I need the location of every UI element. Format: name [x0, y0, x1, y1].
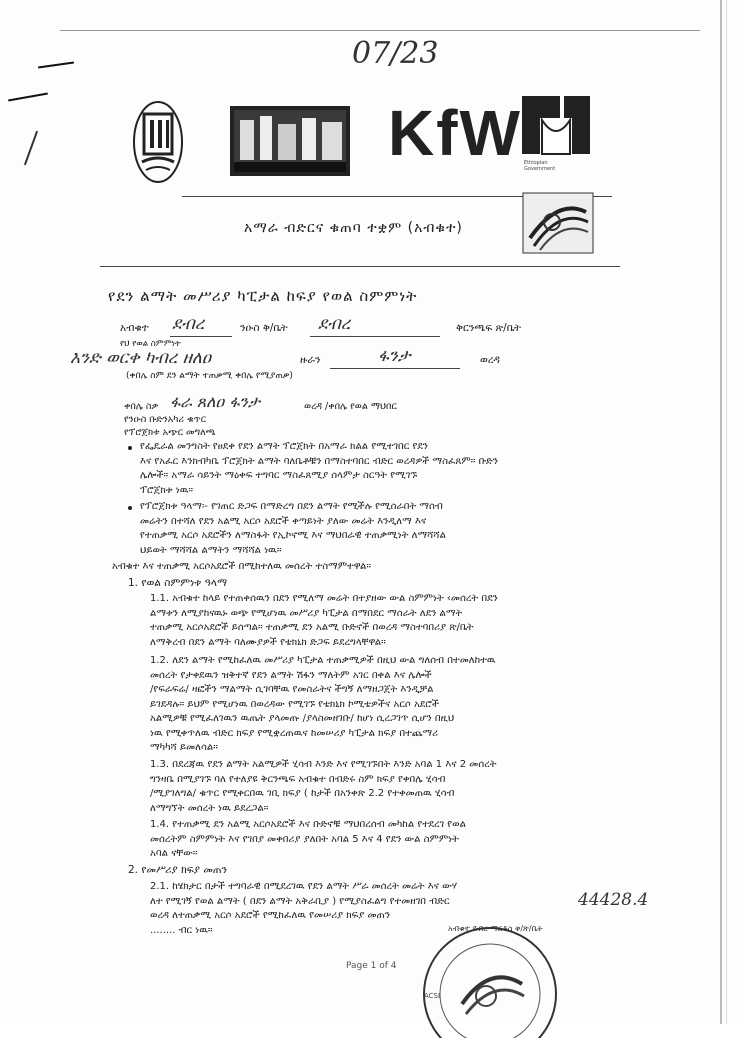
field-label: ወረዳ: [480, 354, 500, 366]
handwritten-value: ደብረ: [318, 314, 351, 334]
acsi-emblem: [522, 192, 594, 254]
partner-logo: [520, 94, 592, 160]
bullet-paragraph: የፌዴራል መንግስት የፀደቀ የደን ልማት ፕሮጀክት በአማራ ክልል የሚተገበር የደን እና የአፈር እንክብካቤ ፕሮጀክት ልማት ባለቤቶቹን በማስተባበር ብድር ወረዳዎች ማስፈጸም። ቡድን ሌሎች። አማራ ሳይንት ማዕቀፍ ተግባር ማስፈጸሚያ ሰላምታ ስርዓት የሚገኙ ፕሮጀክቱ ነዉ።: [140, 441, 498, 496]
document-title: የደን ልማት መሥሪያ ካፒታል ከፍያ የወል ስምምነት: [108, 287, 418, 305]
title-rule-top: [100, 266, 620, 267]
field-label: ንዑስ ቅ/ቤት: [240, 322, 288, 334]
handwritten-amount: 44428.4: [578, 890, 649, 910]
scan-mark: [38, 62, 74, 69]
bullet-dot: [128, 446, 132, 450]
section-heading: 1. የወል ስምምነቱ ዓላማ: [128, 577, 228, 589]
organization-name: አማራ ብድርና ቁጠባ ተቋም (አብቁተ): [244, 220, 463, 236]
fill-line: [310, 336, 440, 337]
clause: 1.2. ለደን ልማት የሚከፈለዉ መሥሪያ ካፒታል ተጠቃሚዎች በዚህ ውል ግለሰብ በተመለከተዉ መሰረት የታቀደዉን ዝቅተኛ የደን ልማት ሽፋን ማለትም አገር በቀል እና ሌሎች /የፍራፍሬ/ ዛፎችን ማልማት ሲገባቸዉ የመስራትና ችግኝ ለማዘጋጀት እንዲቻል ይገደዳሉ። ይህም የሚሆነዉ በወረዳው የሚገኙ የቴክኒክ ኮሚቴዎችና አርሶ አደሮች አልሚዎቹ የሚፈለገዉን ዉጤት ያላመጡ /ያላስመዘገቡ/ ከሆነ ሲረጋገጥ ሲሆን በዚህ ነዉ የሚቀጥለዉ ብድር ክፍያ የሚቋረጠዉና ከመሠሪያ ካፒታል ክፍያ በተጨማሪ ማካካሻ ይመለሳል።: [150, 655, 496, 753]
section-heading: 2. የመሥሪያ ክፍያ መጠን: [128, 864, 228, 876]
bullet-dot: [128, 506, 132, 510]
intro-text: አብቁተ እና ተጠቃሚ አርሶአደሮች በሚከተለዉ መሰረት ተስማምተዋል።: [112, 561, 372, 572]
fill-line: [330, 368, 460, 369]
handwritten-reference: 07/23: [352, 36, 439, 71]
building-logo: [230, 106, 350, 176]
field-label: ቅርንጫፍ ጽ/ቤት: [456, 322, 522, 334]
page-footer: Page 1 of 4: [346, 961, 397, 971]
field-label: ወረዳ /ቀበሌ የወል ማህበር: [304, 401, 397, 412]
handwritten-value: ፋራ ጸለዐ ፋንታ: [170, 392, 260, 411]
stamp-text-bottom: ACSI: [424, 992, 441, 1000]
kfw-logo: KfW: [388, 97, 522, 169]
scan-mark: [8, 93, 48, 102]
acsi-logo: [132, 100, 184, 184]
field-label: የህ የወል ስምምነት: [120, 339, 181, 349]
field-label: ቀበሌ ስቃ: [124, 401, 159, 412]
page-edge: [60, 30, 700, 31]
clause: 1.4. የተጠቃሚ ደን አልሚ አርሶአደሮች እና ቡድኖቹ ማህበረሰብ መካከል የተደረገ የወል መሰረትም ስምምነት እና የገበያ መቀበሪያ ያለበት አባል 5 እና 4 የደን ውል ስምምነት አባል ናቸው።: [150, 819, 466, 859]
clause: 1.3. በደረጃዉ የደን ልማት አልሚዎች ሂሳብ እንድ እና የሚገኙበት እንድ አባል 1 እና 2 መሰረት ግንዛቤ በሚያገኙ ባለ የተለያዩ ቅርንጫፍ አብቁተ በብድሩ ስም ክፍያ የቀበሌ ሂሳብ /ሚያገለግል/ ቁጥር የሚቀርበዉ ገቢ ክፍያ ( ከታች በአንቀጽ 2.2 የተቀመጠዉ ሂሳብ ለማግኘት መሰረት ነዉ ይደረጋል።: [150, 759, 497, 814]
clause: 2.1. ከሄክታር በታች ተግባራዊ በሚደረገዉ የደን ልማት ሥራ መሰረት መሬት እና ውሃ ለተ የሚገኝ የወል ልማት ( በደን ልማት አቅራቢያ ) የሚያስፈልግ የተመዘገበ ብድር ወረዳ ለተጠቃሚ አርሶ አደሮች የሚከፈለዉ የመሠሪያ ክፍያ መጠን ........ ብር ነዉ።: [150, 881, 458, 936]
field-label: የንዑስ ቡድንአካሪ ቁጥር: [124, 414, 206, 425]
official-stamp: [410, 918, 570, 1038]
handwritten-value: እንድ ወርቀ ካብረ ዘለዐ: [70, 348, 212, 368]
clause: 1.1. አብቁተ ከላይ የተጠቀሰዉን በደን የሚለማ መሬት በተያዘው ውል ስምምነት ‹መሰረት በደን ልማቱን ለሚያከናዉኑ ወጭ የሚሆነዉ መሥሪያ ካፒታል በማበደር ማሰራት ለደን ልማት ተጠቃሚ አርሶአደሮች ይሰጣል። ተጠቃሚ ደን አልሚ ቡድኖች በወረዳ ማስተባበሪያ ጽ/ቤት ለማቅረብ በደን ልማት ባለሙያዎች የቴክኒክ ድጋፍ ይደረግላቸዋል።: [150, 593, 498, 648]
scan-mark: [24, 131, 38, 166]
handwritten-value: ፋንታ: [378, 346, 411, 366]
page-edge: [726, 0, 727, 1024]
field-note: (ቀበሌ ስም ደን ልማት ተጠቃሚ ቀበሌ የሚያጠቃ): [126, 371, 293, 381]
stamp-text-top: አብቁተ ደብረ ማርቆስ ቅ/ጽ/ቤት: [448, 924, 543, 933]
field-label: የፕሮጀክቱ አጭር መግለጫ: [124, 427, 216, 438]
partner-logo-text: Ethiopian Government: [524, 160, 556, 172]
handwritten-value: ደብረ: [172, 314, 205, 334]
fill-line: [170, 336, 232, 337]
field-label: አብቁተ: [120, 322, 149, 334]
page-edge: [720, 0, 722, 1024]
bullet-paragraph: የፕሮጀክቱ ዓላማ፡- የገጠር ድጋፍ በማድረግ በደን ልማት የሚችሉ የሚሰራበት ማሰብ መሬትን በተሻለ የደን አልሚ አርሶ አደሮች ቀጣይነት ያለው መሬት እንዲለማ እና የተጠቃሚ አርሶ አደሮችን ለማስፋት የኢኮኖሚ እና ማህበራዊ ተጠቃሚነት ለማሻሻል ህይወት ማሻሻል ልማትን ማሻሻል ነዉ።: [140, 501, 446, 556]
field-label: ዙራን: [300, 354, 321, 366]
